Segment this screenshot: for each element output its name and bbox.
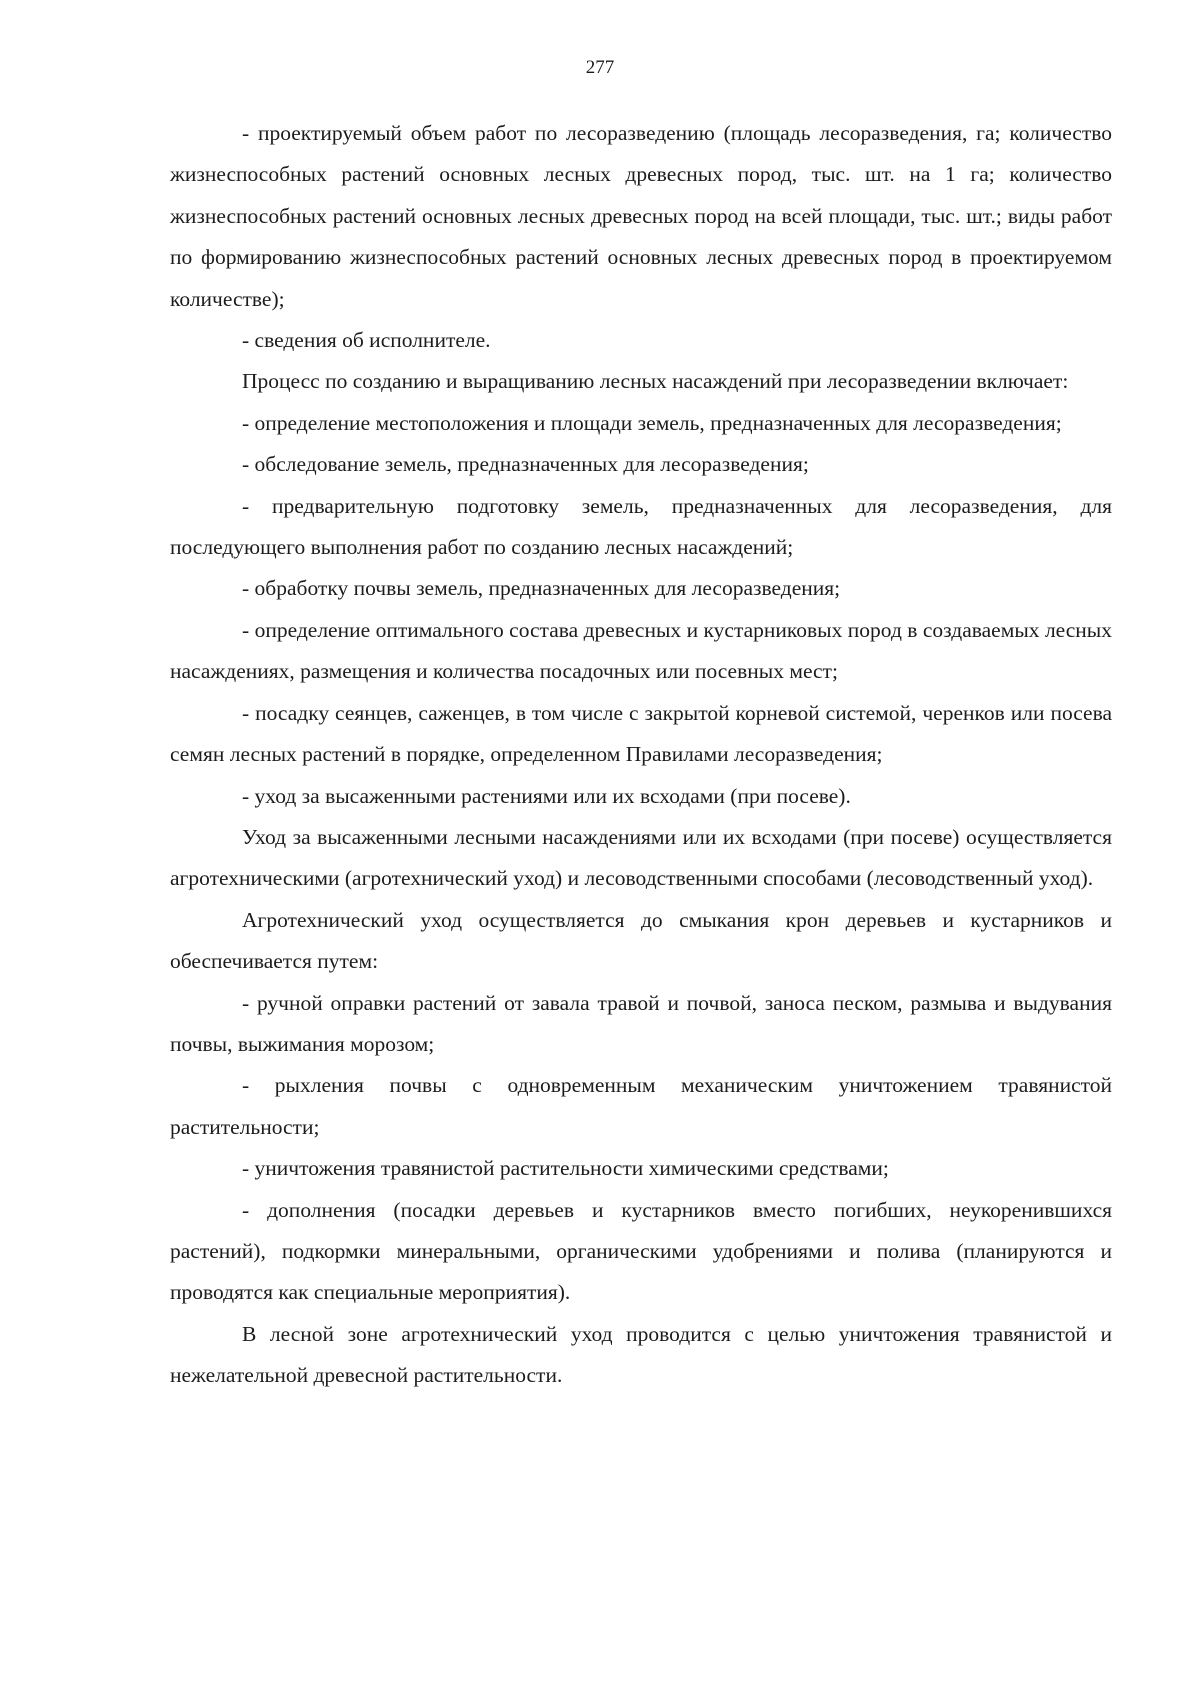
list-item-plant-care: - уход за высаженными растениями или их всходами (при посеве). xyxy=(242,783,851,808)
paragraph-process-intro: Процесс по созданию и выращиванию лесных насаждений при лесоразведении включает: xyxy=(242,369,1069,394)
page-number: 277 xyxy=(585,57,615,78)
paragraph-agrotechnical-care: Агротехнический уход осуществляется до смыкания крон деревьев и кустарников и обеспечивается путем: xyxy=(170,907,1112,974)
list-item-soil-loosening: - рыхления почвы с одновременным механическим уничтожением травянистой растительности; xyxy=(170,1073,1112,1139)
list-item-land-preparation: - предварительную подготовку земель, предназначенных для лесоразведения, для последующего выполнения работ по созданию лесных насаждений; xyxy=(170,493,1112,560)
list-item-manual-straightening: - ручной оправки растений от завала травой и почвой, заноса песком, размыва и выдувания почвы, выжимания морозом; xyxy=(170,990,1112,1056)
list-item-chemical-weeding: - уничтожения травянистой растительности химическими средствами; xyxy=(242,1156,889,1181)
paragraph-care-methods: Уход за высаженными лесными насаждениями или их всходами (при посеве) осуществляется агротехническими (агротехнический уход) и лесоводственными способами (лесоводственный уход). xyxy=(170,824,1112,891)
list-item-species-composition: - определение оптимального состава древесных и кустарниковых пород в создаваемых лесных насаждениях, размещения и количества посадочных или посевных мест; xyxy=(170,617,1112,684)
list-item-soil-treatment: - обработку почвы земель, предназначенных для лесоразведения; xyxy=(242,576,841,601)
paragraph-contractor-info: - сведения об исполнителе. xyxy=(242,328,491,353)
list-item-land-location: - определение местоположения и площади земель, предназначенных для лесоразведения; xyxy=(242,410,1062,435)
list-item-supplementary-planting: - дополнения (посадки деревьев и кустарников вместо погибших, неукоренившихся растений), подкормки минеральными, органическими удобрениями и полива (планируются и проводятся как специальные мероприятия). xyxy=(170,1197,1112,1305)
paragraph-planned-work-volume: - проектируемый объем работ по лесоразведению (площадь лесоразведения, га; количество жизнеспособных растений основных лесных древесных пород, тыс. шт. на 1 га; количество жизнеспособных растений основных лесных древесных пород на всей площади, тыс. шт.; виды работ по формированию жизнеспособных растений основных лесных древесных пород в проектируемом количестве); xyxy=(170,121,1112,311)
list-item-land-survey: - обследование земель, предназначенных для лесоразведения; xyxy=(242,452,809,477)
page-body xyxy=(170,113,1112,1397)
list-item-planting: - посадку сеянцев, саженцев, в том числе с закрытой корневой системой, черенков или посева семян лесных растений в порядке, определенном Правилами лесоразведения; xyxy=(170,700,1112,767)
paragraph-forest-zone-care: В лесной зоне агротехнический уход проводится с целью уничтожения травянистой и нежелательной древесной растительности. xyxy=(170,1321,1112,1388)
